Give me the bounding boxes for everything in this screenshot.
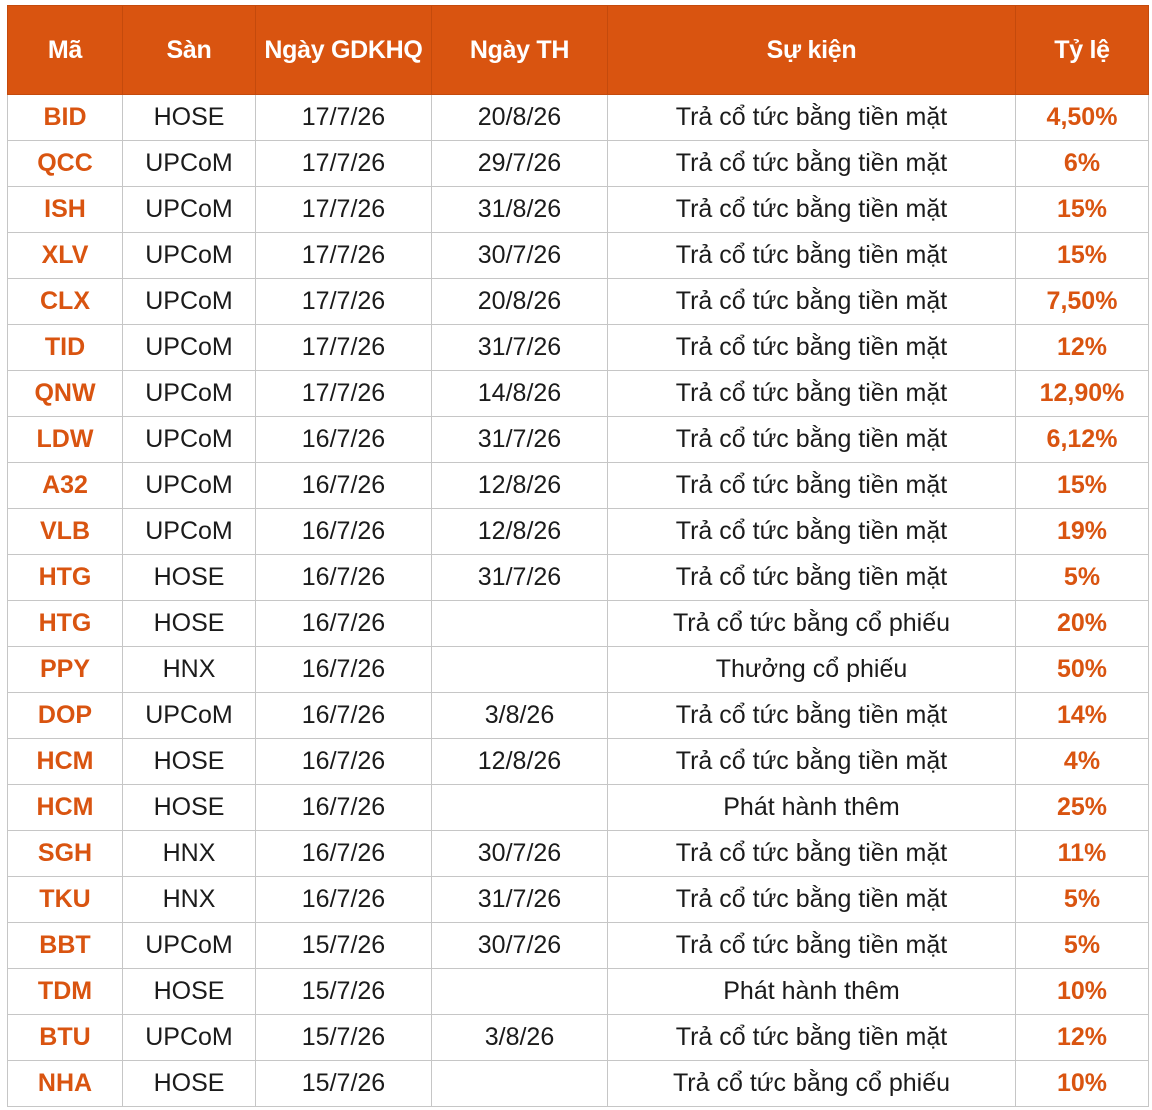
cell-stock-code: BBT — [8, 923, 123, 969]
cell-execution-date: 31/7/26 — [432, 417, 608, 463]
cell-stock-code: DOP — [8, 693, 123, 739]
table-row — [8, 693, 1149, 739]
cell-execution-date: 31/7/26 — [432, 555, 608, 601]
cell-stock-code: TDM — [8, 969, 123, 1015]
cell-event-type: Phát hành thêm — [608, 969, 1016, 1015]
cell-event-type: Trả cổ tức bằng cổ phiếu — [608, 1061, 1016, 1107]
table-row — [8, 647, 1149, 693]
cell-ex-rights-date: 15/7/26 — [256, 1015, 432, 1061]
cell-exchange: HNX — [123, 647, 256, 693]
cell-ex-rights-date: 16/7/26 — [256, 831, 432, 877]
cell-ratio: 14% — [1016, 693, 1149, 739]
cell-execution-date: 31/7/26 — [432, 877, 608, 923]
cell-stock-code: BID — [8, 95, 123, 141]
cell-ex-rights-date: 17/7/26 — [256, 187, 432, 233]
cell-event-type: Trả cổ tức bằng tiền mặt — [608, 463, 1016, 509]
cell-execution-date: 20/8/26 — [432, 95, 608, 141]
cell-exchange: UPCoM — [123, 1015, 256, 1061]
header-exchange: Sàn — [123, 6, 256, 95]
cell-execution-date: 30/7/26 — [432, 923, 608, 969]
cell-event-type: Trả cổ tức bằng tiền mặt — [608, 325, 1016, 371]
cell-ex-rights-date: 17/7/26 — [256, 233, 432, 279]
cell-execution-date: 12/8/26 — [432, 463, 608, 509]
cell-event-type: Trả cổ tức bằng tiền mặt — [608, 923, 1016, 969]
cell-ratio: 12,90% — [1016, 371, 1149, 417]
cell-exchange: HNX — [123, 877, 256, 923]
cell-stock-code: LDW — [8, 417, 123, 463]
cell-event-type: Trả cổ tức bằng tiền mặt — [608, 95, 1016, 141]
cell-ex-rights-date: 17/7/26 — [256, 141, 432, 187]
cell-ex-rights-date: 16/7/26 — [256, 555, 432, 601]
cell-exchange: UPCoM — [123, 693, 256, 739]
header-ratio: Tỷ lệ — [1016, 6, 1149, 95]
table-row — [8, 739, 1149, 785]
cell-exchange: HOSE — [123, 969, 256, 1015]
cell-exchange: HNX — [123, 831, 256, 877]
cell-exchange: HOSE — [123, 601, 256, 647]
cell-stock-code: HTG — [8, 555, 123, 601]
cell-ex-rights-date: 16/7/26 — [256, 877, 432, 923]
cell-stock-code: TKU — [8, 877, 123, 923]
table-row — [8, 141, 1149, 187]
cell-ex-rights-date: 16/7/26 — [256, 739, 432, 785]
cell-execution-date: 20/8/26 — [432, 279, 608, 325]
cell-ratio: 11% — [1016, 831, 1149, 877]
cell-execution-date: 3/8/26 — [432, 1015, 608, 1061]
cell-execution-date: 29/7/26 — [432, 141, 608, 187]
table-row — [8, 1015, 1149, 1061]
cell-execution-date — [432, 785, 608, 831]
cell-execution-date: 12/8/26 — [432, 739, 608, 785]
cell-exchange: UPCoM — [123, 325, 256, 371]
cell-stock-code: CLX — [8, 279, 123, 325]
table-row — [8, 233, 1149, 279]
cell-exchange: UPCoM — [123, 463, 256, 509]
cell-ratio: 5% — [1016, 877, 1149, 923]
cell-stock-code: A32 — [8, 463, 123, 509]
cell-execution-date: 30/7/26 — [432, 831, 608, 877]
table-row — [8, 923, 1149, 969]
table-row — [8, 279, 1149, 325]
cell-ex-rights-date: 16/7/26 — [256, 463, 432, 509]
cell-event-type: Trả cổ tức bằng cổ phiếu — [608, 601, 1016, 647]
cell-event-type: Trả cổ tức bằng tiền mặt — [608, 279, 1016, 325]
table-row — [8, 371, 1149, 417]
cell-event-type: Trả cổ tức bằng tiền mặt — [608, 371, 1016, 417]
cell-ratio: 6% — [1016, 141, 1149, 187]
cell-event-type: Trả cổ tức bằng tiền mặt — [608, 509, 1016, 555]
cell-stock-code: BTU — [8, 1015, 123, 1061]
table-row — [8, 601, 1149, 647]
cell-event-type: Trả cổ tức bằng tiền mặt — [608, 233, 1016, 279]
cell-ex-rights-date: 17/7/26 — [256, 325, 432, 371]
table-row — [8, 555, 1149, 601]
cell-exchange: UPCoM — [123, 233, 256, 279]
table-row — [8, 463, 1149, 509]
table-row — [8, 187, 1149, 233]
cell-execution-date: 30/7/26 — [432, 233, 608, 279]
cell-exchange: UPCoM — [123, 141, 256, 187]
table-row — [8, 509, 1149, 555]
cell-stock-code: NHA — [8, 1061, 123, 1107]
cell-ratio: 15% — [1016, 187, 1149, 233]
table-header — [8, 6, 1149, 95]
cell-exchange: HOSE — [123, 555, 256, 601]
table-row — [8, 785, 1149, 831]
cell-exchange: UPCoM — [123, 923, 256, 969]
cell-exchange: HOSE — [123, 739, 256, 785]
cell-ex-rights-date: 16/7/26 — [256, 601, 432, 647]
cell-ex-rights-date: 15/7/26 — [256, 1061, 432, 1107]
cell-stock-code: HCM — [8, 739, 123, 785]
cell-ex-rights-date: 16/7/26 — [256, 785, 432, 831]
table-row — [8, 969, 1149, 1015]
cell-event-type: Trả cổ tức bằng tiền mặt — [608, 831, 1016, 877]
cell-stock-code: PPY — [8, 647, 123, 693]
header-event: Sự kiện — [608, 6, 1016, 95]
cell-event-type: Phát hành thêm — [608, 785, 1016, 831]
cell-execution-date: 31/7/26 — [432, 325, 608, 371]
cell-event-type: Trả cổ tức bằng tiền mặt — [608, 693, 1016, 739]
cell-stock-code: ISH — [8, 187, 123, 233]
cell-stock-code: QNW — [8, 371, 123, 417]
cell-stock-code: QCC — [8, 141, 123, 187]
cell-execution-date: 12/8/26 — [432, 509, 608, 555]
cell-execution-date — [432, 647, 608, 693]
cell-stock-code: XLV — [8, 233, 123, 279]
cell-stock-code: HTG — [8, 601, 123, 647]
cell-exchange: UPCoM — [123, 371, 256, 417]
cell-event-type: Trả cổ tức bằng tiền mặt — [608, 877, 1016, 923]
header-ex-date: Ngày GDKHQ — [256, 6, 432, 95]
cell-stock-code: VLB — [8, 509, 123, 555]
cell-exchange: HOSE — [123, 95, 256, 141]
cell-ex-rights-date: 17/7/26 — [256, 95, 432, 141]
events-sheet — [7, 5, 1148, 1107]
cell-ratio: 6,12% — [1016, 417, 1149, 463]
cell-event-type: Trả cổ tức bằng tiền mặt — [608, 555, 1016, 601]
cell-ratio: 19% — [1016, 509, 1149, 555]
cell-ex-rights-date: 16/7/26 — [256, 693, 432, 739]
cell-exchange: HOSE — [123, 785, 256, 831]
cell-exchange: UPCoM — [123, 509, 256, 555]
table-row — [8, 1061, 1149, 1107]
cell-ex-rights-date: 17/7/26 — [256, 279, 432, 325]
cell-stock-code: HCM — [8, 785, 123, 831]
cell-ex-rights-date: 16/7/26 — [256, 509, 432, 555]
cell-exchange: UPCoM — [123, 187, 256, 233]
cell-execution-date: 3/8/26 — [432, 693, 608, 739]
cell-ex-rights-date: 15/7/26 — [256, 923, 432, 969]
table-row — [8, 325, 1149, 371]
cell-ratio: 4,50% — [1016, 95, 1149, 141]
cell-ratio: 10% — [1016, 969, 1149, 1015]
cell-exchange: HOSE — [123, 1061, 256, 1107]
cell-ratio: 15% — [1016, 463, 1149, 509]
cell-execution-date — [432, 601, 608, 647]
header-exec-date: Ngày TH — [432, 6, 608, 95]
cell-ex-rights-date: 16/7/26 — [256, 647, 432, 693]
cell-event-type: Trả cổ tức bằng tiền mặt — [608, 141, 1016, 187]
cell-event-type: Trả cổ tức bằng tiền mặt — [608, 739, 1016, 785]
cell-execution-date: 14/8/26 — [432, 371, 608, 417]
header-code: Mã — [8, 6, 123, 95]
cell-execution-date — [432, 969, 608, 1015]
table-row — [8, 877, 1149, 923]
cell-ex-rights-date: 16/7/26 — [256, 417, 432, 463]
corporate-events-table — [7, 5, 1149, 1107]
cell-ratio: 15% — [1016, 233, 1149, 279]
cell-ratio: 12% — [1016, 325, 1149, 371]
cell-exchange: UPCoM — [123, 279, 256, 325]
cell-ratio: 5% — [1016, 555, 1149, 601]
table-row — [8, 831, 1149, 877]
cell-execution-date: 31/8/26 — [432, 187, 608, 233]
cell-exchange: UPCoM — [123, 417, 256, 463]
cell-ex-rights-date: 17/7/26 — [256, 371, 432, 417]
table-row — [8, 417, 1149, 463]
cell-ratio: 4% — [1016, 739, 1149, 785]
cell-ex-rights-date: 15/7/26 — [256, 969, 432, 1015]
cell-ratio: 25% — [1016, 785, 1149, 831]
cell-ratio: 5% — [1016, 923, 1149, 969]
cell-ratio: 20% — [1016, 601, 1149, 647]
cell-ratio: 12% — [1016, 1015, 1149, 1061]
cell-ratio: 10% — [1016, 1061, 1149, 1107]
cell-stock-code: TID — [8, 325, 123, 371]
cell-event-type: Trả cổ tức bằng tiền mặt — [608, 1015, 1016, 1061]
cell-event-type: Trả cổ tức bằng tiền mặt — [608, 417, 1016, 463]
table-body — [8, 95, 1149, 1107]
header-row — [8, 6, 1149, 95]
cell-execution-date — [432, 1061, 608, 1107]
table-row — [8, 95, 1149, 141]
cell-ratio: 50% — [1016, 647, 1149, 693]
cell-ratio: 7,50% — [1016, 279, 1149, 325]
cell-stock-code: SGH — [8, 831, 123, 877]
cell-event-type: Thưởng cổ phiếu — [608, 647, 1016, 693]
cell-event-type: Trả cổ tức bằng tiền mặt — [608, 187, 1016, 233]
